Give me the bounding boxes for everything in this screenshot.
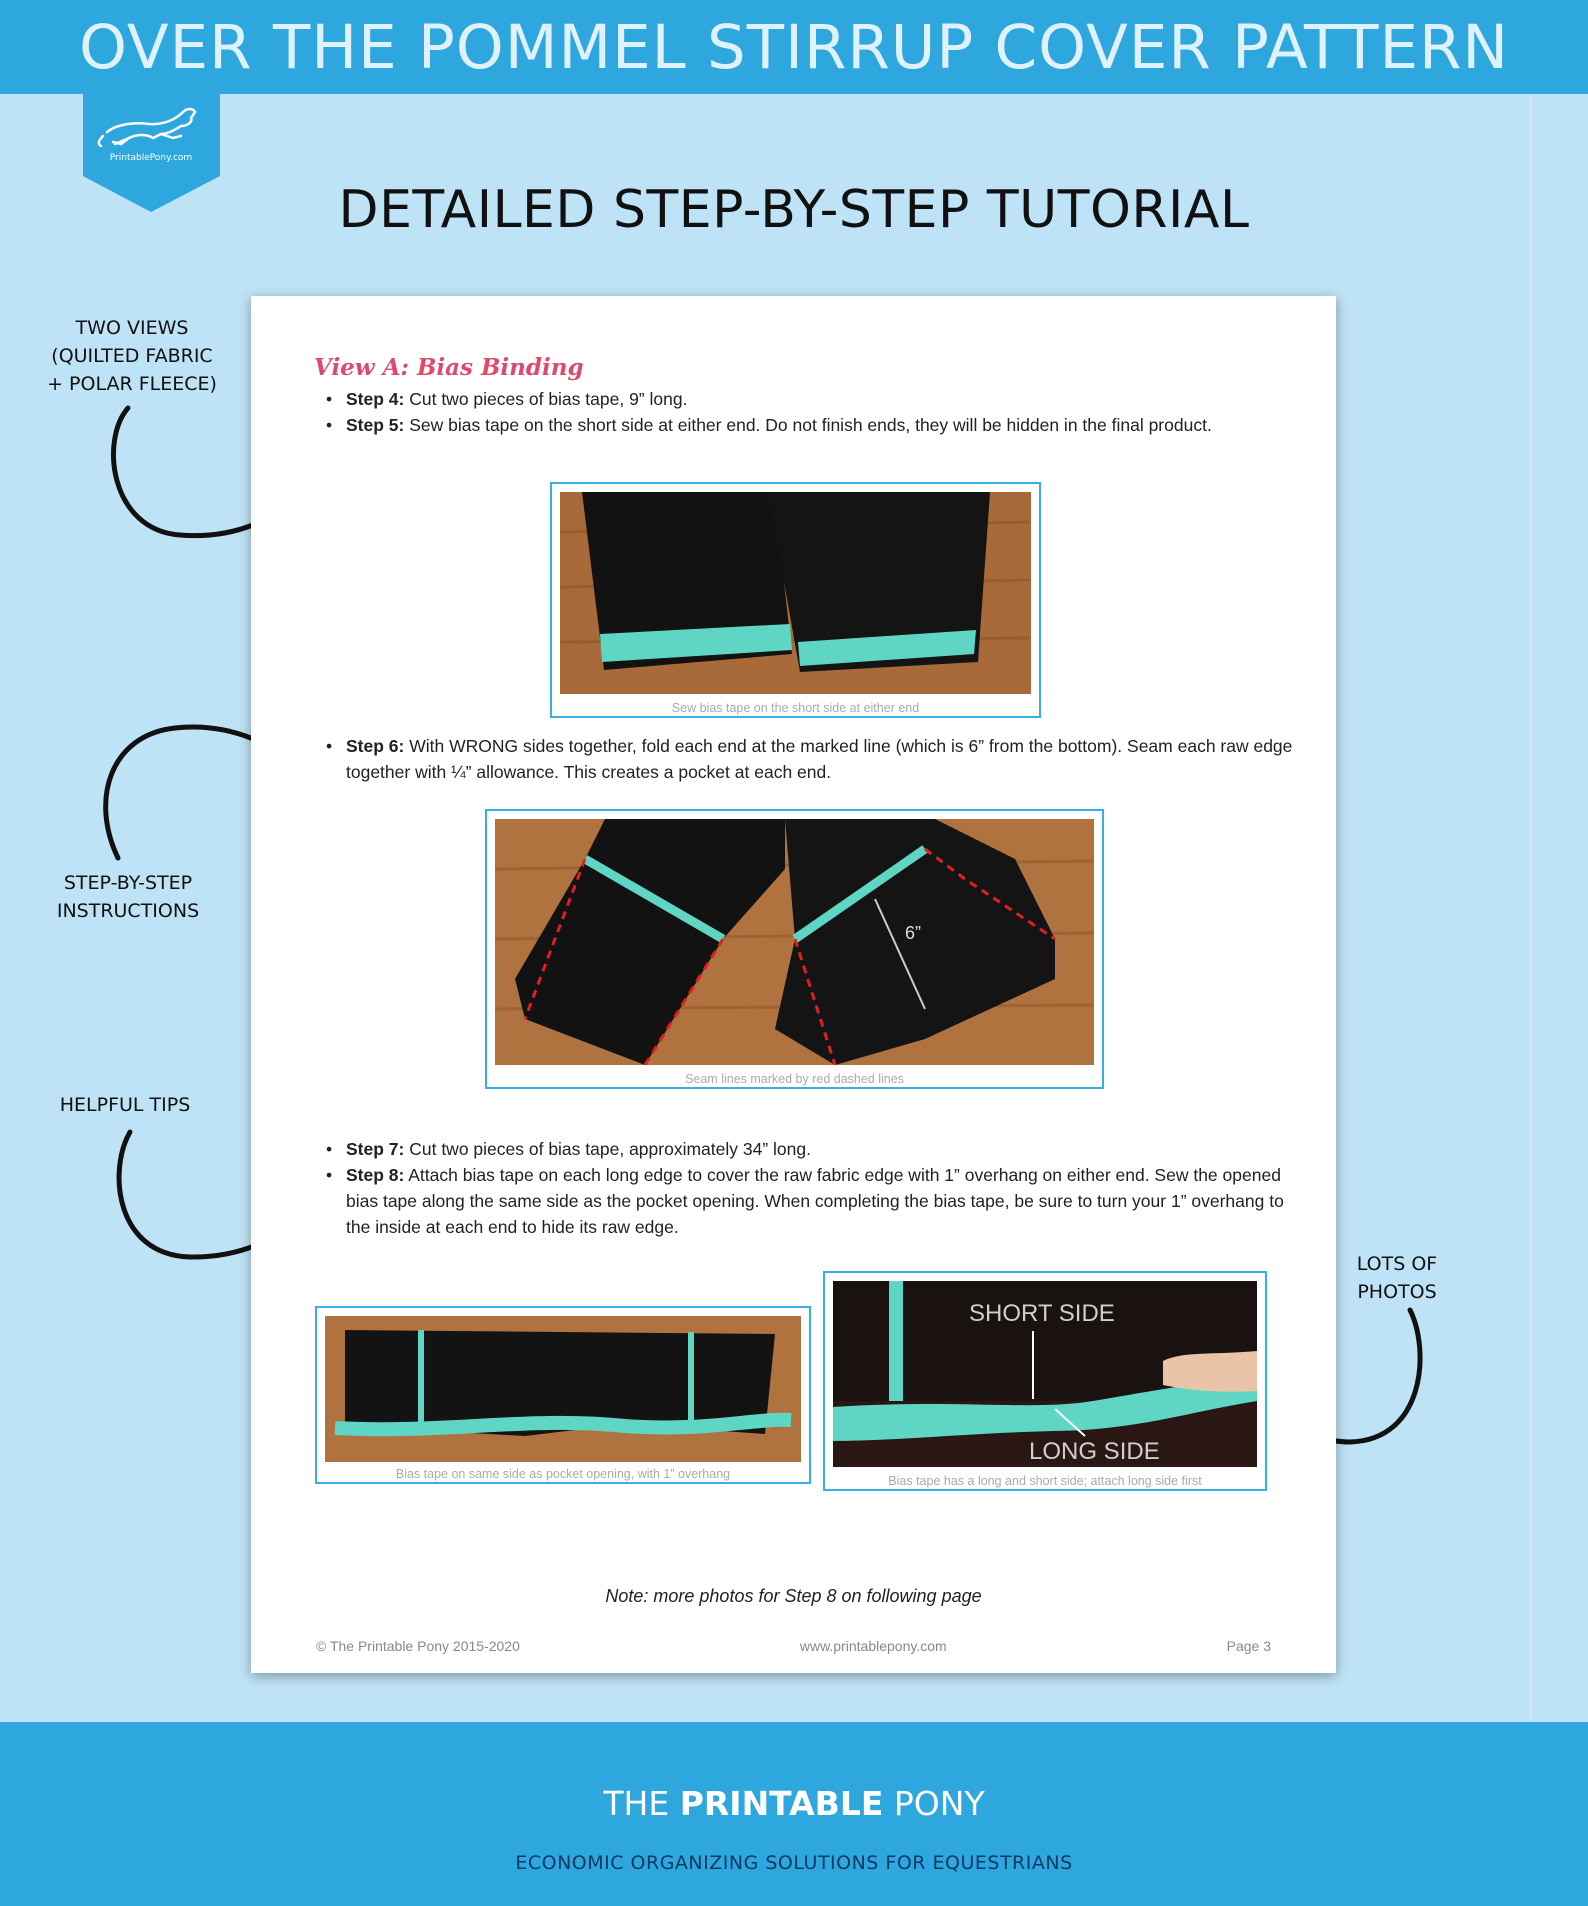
list-item: • Step 4: Cut two pieces of bias tape, 9” long. bbox=[326, 386, 1306, 412]
callout-photos: LOTS OF PHOTOS bbox=[1356, 1253, 1438, 1303]
photo-frame-4 bbox=[823, 1271, 1267, 1491]
page-number: Page 3 bbox=[1226, 1638, 1271, 1654]
photo-frame-2 bbox=[485, 809, 1104, 1089]
measure-label: 6” bbox=[905, 923, 922, 943]
long-side-label: LONG SIDE bbox=[1029, 1438, 1160, 1465]
photo-caption: Bias tape on same side as pocket opening, with 1” overhang bbox=[395, 1467, 731, 1481]
photo-folded-ends bbox=[495, 819, 1094, 1065]
steps-list-3 bbox=[326, 1136, 1306, 1240]
photo-caption: Sew bias tape on the short side at either end bbox=[671, 701, 920, 715]
copyright: © The Printable Pony 2015-2020 bbox=[316, 1638, 520, 1654]
callout-tips: HELPFUL TIPS bbox=[59, 1094, 191, 1116]
website-link[interactable]: www.printablepony.com bbox=[799, 1638, 947, 1654]
photo-short-long-side bbox=[833, 1281, 1257, 1467]
divider bbox=[1530, 94, 1531, 1722]
list-item: • Step 5: Sew bias tape on the short side at either end. Do not finish ends, they will be hidden in the final product. bbox=[326, 412, 1306, 438]
photo-caption: Bias tape has a long and short side; attach long side first bbox=[888, 1474, 1202, 1488]
header-bar bbox=[0, 0, 1588, 94]
photo-caption: Seam lines marked by red dashed lines bbox=[685, 1072, 904, 1086]
list-item: • Step 6: With WRONG sides together, fold each end at the marked line (which is 6” from the bottom). Seam each raw edge together with ¼” allowance. This creates a pocket at each end. bbox=[326, 733, 1306, 785]
page-title: OVER THE POMMEL STIRRUP COVER PATTERN bbox=[78, 11, 1510, 83]
callout-two-views: TWO VIEWS (QUILTED FABRIC + POLAR FLEECE) bbox=[47, 317, 217, 395]
photo-bias-tape-short-side bbox=[560, 492, 1031, 694]
document-page bbox=[251, 296, 1336, 1673]
document-footer bbox=[316, 1638, 1271, 1654]
list-item: • Step 8: Attach bias tape on each long edge to cover the raw fabric edge with 1” overhang on either end. Sew the opened bias tape along the same side as the pocket opening. When completing the bias tape, be sure to turn your 1” overhang to the inside at each end to hide its raw edge. bbox=[326, 1162, 1306, 1240]
footer-bar bbox=[0, 1722, 1588, 1906]
logo-text: PrintablePony.com bbox=[109, 153, 193, 163]
tutorial-subtitle: DETAILED STEP-BY-STEP TUTORIAL bbox=[338, 180, 1250, 240]
steps-list-2 bbox=[326, 733, 1306, 785]
page-note: Note: more photos for Step 8 on following page bbox=[605, 1586, 982, 1606]
callout-instructions: STEP-BY-STEP INSTRUCTIONS bbox=[56, 872, 200, 922]
short-side-label: SHORT SIDE bbox=[969, 1300, 1115, 1327]
list-item: • Step 7: Cut two pieces of bias tape, approximately 34” long. bbox=[326, 1136, 1306, 1162]
photo-frame-1 bbox=[550, 482, 1041, 718]
steps-list-1 bbox=[326, 386, 1306, 438]
brand-name: THE PRINTABLE PONY bbox=[603, 1784, 985, 1823]
photo-frame-3 bbox=[315, 1306, 811, 1484]
section-heading: View A: Bias Binding bbox=[314, 354, 584, 381]
tagline: ECONOMIC ORGANIZING SOLUTIONS FOR EQUESTRIANS bbox=[515, 1852, 1073, 1874]
photo-long-edge-tape bbox=[325, 1316, 801, 1462]
